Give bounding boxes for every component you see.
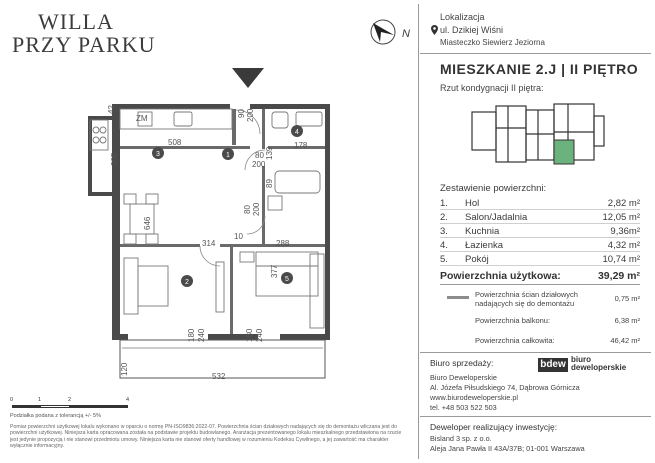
room-name: Hol: [465, 198, 480, 209]
door-80-200-b-top: 80: [243, 205, 252, 214]
dim-532: 532: [212, 372, 226, 381]
door-180-240-a-bottom: 240: [197, 328, 206, 342]
dim-139: 139: [265, 146, 274, 160]
dim-10: 10: [234, 232, 243, 241]
room-name: Pokój: [465, 254, 489, 265]
room-area: 12,05 m²: [602, 212, 640, 223]
location-area: Miasteczko Siewierz Jeziorna: [440, 38, 545, 47]
brand-logo-line1: biuro: [571, 355, 591, 364]
walls-label: Powierzchnia ścian działowych nadających się do demontażu: [475, 290, 578, 308]
door-90-200-top: 90: [237, 109, 246, 118]
room-name: Salon/Jadalnia: [465, 212, 528, 223]
dim-42: 42: [107, 105, 116, 114]
scale-tick-1: 1: [38, 397, 42, 403]
divider-sales: [420, 352, 651, 353]
usable-divider: [440, 284, 640, 285]
scale-tick-0: 0: [10, 397, 14, 403]
door-180-240-b-bottom: 240: [255, 328, 264, 342]
dim-205: 205: [110, 152, 119, 166]
logo-line-1: WILLA: [38, 9, 114, 34]
sales-line: Biuro Deweloperskie: [430, 373, 497, 382]
sales-phone[interactable]: tel. +48 503 522 503: [430, 403, 497, 412]
divider-developer: [420, 416, 651, 417]
wall-legend-swatch: [447, 296, 469, 299]
balcony-value: 6,38 m²: [614, 316, 640, 325]
row-divider: [440, 237, 640, 238]
dim-120: 120: [120, 362, 129, 376]
row-divider: [440, 209, 640, 210]
door-180-240-b-top: 180: [245, 328, 254, 342]
dim-314: 314: [202, 239, 216, 248]
location-pin-icon: [431, 25, 438, 35]
areas-heading: Zestawienie powierzchni:: [440, 183, 547, 194]
vertical-divider: [418, 4, 419, 459]
usable-area-label: Powierzchnia użytkowa:: [440, 270, 561, 282]
room-number-1: 1: [226, 152, 230, 159]
total-label: Powierzchnia całkowita:: [475, 336, 555, 345]
scale-bar: [10, 397, 130, 411]
divider-top: [420, 53, 651, 54]
room-number-5: 5: [285, 276, 289, 283]
room-area: 2,82 m²: [607, 198, 640, 209]
door-90-200-bottom: 200: [246, 108, 255, 122]
room-area: 4,32 m²: [607, 240, 640, 251]
brand-logo-line2: deweloperskie: [571, 363, 627, 372]
developer-line: Bisland 3 sp. z o.o.: [430, 434, 492, 443]
door-180-240-a-top: 180: [187, 328, 196, 342]
developer-heading: Deweloper realizujący inwestycję:: [430, 422, 558, 432]
dim-178: 178: [294, 141, 308, 150]
dim-508: 508: [168, 138, 182, 147]
room-number-4: 4: [295, 129, 299, 136]
developer-line: Aleja Jana Pawła II 43A/37B; 01-001 Warszawa: [430, 444, 585, 453]
sales-heading: Biuro sprzedaży:: [430, 358, 494, 368]
location-street: ul. Dzikiej Wiśni: [440, 25, 504, 35]
room-name: Kuchnia: [465, 226, 500, 237]
row-divider: [440, 251, 640, 252]
floor-plan-label: Rzut kondygnacji II piętra:: [440, 83, 544, 93]
row-divider: [440, 265, 640, 266]
room-name: Łazienka: [465, 240, 504, 251]
room-number-2: 2: [185, 279, 189, 286]
sales-line: Al. Józefa Piłsudskiego 74, Dąbrowa Górnicza: [430, 383, 580, 392]
balcony-row: [475, 316, 640, 325]
sales-website-link[interactable]: www.biurodeweloperskie.pl: [430, 393, 519, 402]
floor-plan: [80, 96, 370, 396]
brand-logo-mark: bdew: [538, 358, 568, 372]
walls-row: [475, 290, 640, 308]
key-plan: [468, 98, 608, 176]
dim-646: 646: [143, 216, 152, 230]
walls-value: 0,75 m²: [614, 294, 640, 303]
room-number: 4.: [440, 240, 448, 251]
total-value: 46,42 m²: [610, 336, 640, 345]
door-80-200-a-top: 80: [255, 151, 264, 160]
usable-area-value: 39,29 m²: [597, 270, 640, 282]
door-80-200-a-bottom: 200: [252, 160, 266, 169]
row-divider: [440, 223, 640, 224]
highlighted-apartment: [554, 140, 574, 164]
scale-note: Podziałka podana z tolerancją +/- 5%: [10, 413, 101, 419]
room-number: 5.: [440, 254, 448, 265]
dim-377: 377: [270, 264, 279, 278]
entrance-arrow-icon: [232, 68, 264, 90]
room-number: 1.: [440, 198, 448, 209]
scale-tick-2: 2: [68, 397, 72, 403]
disclaimer: Pomiar powierzchni użytkowej lokalu wykonano w oparciu o normę PN-ISO9836:2022-07. Powierzchnia ścian działowych nadających się do demontażu wliczana jest do powierzchni użytkowej. Niniejsza karta opracowana została na podstawie projektu budowlanego. Aranżacja prezentowanego lokalu mieszkalnego przedstawiona na rzucie jest jedynie propozycją i nie stanowi przedmiotu umowy. Niniejsza karta nie stanowi oferty handlowej w rozumieniu Kodeksu Cywilnego, a jej zawartość ma charakter wyłącznie informacyjny.: [10, 424, 402, 450]
location-heading: Lokalizacja: [440, 12, 485, 22]
room-area: 10,74 m²: [602, 254, 640, 265]
door-80-200-b-bottom: 200: [252, 202, 261, 216]
room-area: 9,36m²: [610, 226, 640, 237]
logo-line-2: PRZY PARKU: [12, 32, 156, 57]
dim-288: 288: [276, 239, 290, 248]
compass-north-label: N: [402, 28, 410, 40]
dim-89: 89: [265, 179, 274, 188]
total-row: [475, 336, 640, 345]
scale-tick-4: 4: [126, 397, 130, 403]
balcony-label: Powierzchnia balkonu:: [475, 316, 551, 325]
zm-label: ZM: [136, 114, 148, 123]
room-number: 2.: [440, 212, 448, 223]
apartment-title: MIESZKANIE 2.J | II PIĘTRO: [440, 61, 639, 77]
room-number-3: 3: [156, 151, 160, 158]
room-number: 3.: [440, 226, 448, 237]
